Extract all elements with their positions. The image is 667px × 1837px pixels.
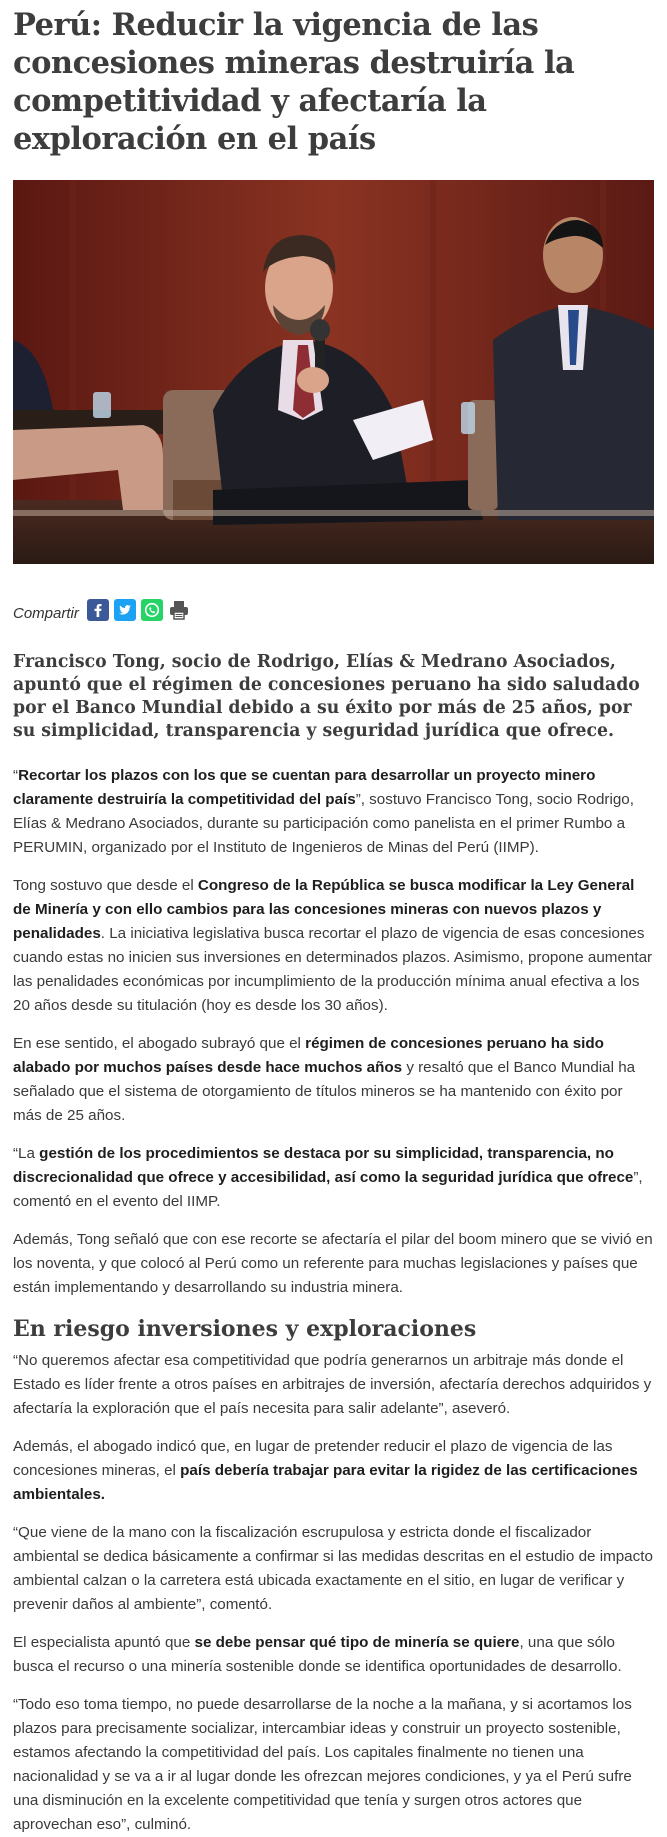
- print-icon[interactable]: [168, 599, 190, 621]
- paragraph-1: “Recortar los plazos con los que se cuentan para desarrollar un proyecto minero claramente destruiría la competitividad del país”, sostuvo Francisco Tong, socio Rodrigo, Elías & Medrano Asociados, durante su participación como panelista en el primer Rumbo a PERUMIN, organizado por el Instituto de Ingenieros de Minas del Perú (IIMP).: [13, 767, 634, 856]
- twitter-icon[interactable]: [114, 599, 136, 621]
- paragraph-8: “Que viene de la mano con la fiscalización escrupulosa y estricta donde el fiscalizador ambiental se dedica básicamente a confirmar si las medidas descritas en el estudio de impacto ambiental calzan o la carretera está ubicada exactamente en el sitio, en lugar de verificar y prevenir daños al ambiente”, comentó.: [13, 1524, 653, 1613]
- facebook-icon[interactable]: [87, 599, 109, 621]
- article-container: [0, 6, 667, 1837]
- paragraph-7: Además, el abogado indicó que, en lugar de pretender reducir el plazo de vigencia de las concesiones mineras, el país debería trabajar para evitar la rigidez de las certificaciones ambientales.: [13, 1438, 638, 1503]
- share-bar: [13, 597, 654, 623]
- article-title: Perú: Reducir la vigencia de las concesiones mineras destruiría la competitividad y afectaría la exploración en el país: [13, 7, 575, 157]
- hero-photo-illustration: [13, 180, 654, 564]
- paragraph-10: “Todo eso toma tiempo, no puede desarrollarse de la noche a la mañana, y si acortamos los plazos para precisamente socializar, intercambiar ideas y construir un proyecto sostenible, estamos afectando la competitividad del país. Los capitales finalmente no tienen una nacionalidad y se va a ir al lugar donde les ofrezcan mejores condiciones, y ya el Perú sufre una disminución en la excelente competitividad que tenía y surgen otros actores que aprovechan eso”, culminó.: [13, 1696, 632, 1833]
- paragraph-6: “No queremos afectar esa competitividad que podría generarnos un arbitraje más donde el Estado es líder frente a otros países en arbitrajes de inversión, afectaría derechos adquiridos y afectaría la exploración que el país necesita para salir adelante”, aseveró.: [13, 1352, 652, 1417]
- share-label: Compartir: [13, 604, 79, 622]
- paragraph-9: El especialista apuntó que se debe pensar qué tipo de minería se quiere, una que sólo busca el recurso o una minería sostenible donde se identifica oportunidades de desarrollo.: [13, 1634, 622, 1675]
- paragraph-5: Además, Tong señaló que con ese recorte se afectaría el pilar del boom minero que se vivió en los noventa, y que colocó al Perú como un referente para muchas legislaciones y países que están implementando y desarrollando su industria minera.: [13, 1231, 653, 1296]
- paragraph-2: Tong sostuvo que desde el Congreso de la República se busca modificar la Ley General de Minería y con ello cambios para las concesiones mineras con nuevos plazos y penalidades. La iniciativa legislativa busca recortar el plazo de vigencia de esas concesiones cuando estas no inicien sus inversiones en determinados plazos. Asimismo, propone aumentar las penalidades económicas por incumplimiento de la producción mínima anual efectiva a los 20 años desde su titulación (hoy es desde los 30 años).: [13, 877, 653, 1014]
- paragraph-3: En ese sentido, el abogado subrayó que el régimen de concesiones peruano ha sido alabado por muchos países desde hace muchos años y resaltó que el Banco Mundial ha señalado que el sistema de otorgamiento de títulos mineros se ha mantenido con éxito por más de 25 años.: [13, 1035, 636, 1124]
- section-heading: En riesgo inversiones y exploraciones: [13, 1316, 477, 1342]
- article-page: [0, 6, 667, 1833]
- article-lead: Francisco Tong, socio de Rodrigo, Elías & Medrano Asociados, apuntó que el régimen de concesiones peruano ha sido saludado por el Banco Mundial debido a su éxito por más de 25 años, por su simplicidad, transparencia y seguridad jurídica que ofrece.: [13, 652, 640, 741]
- whatsapp-icon[interactable]: [141, 599, 163, 621]
- hero-image: [13, 180, 654, 564]
- paragraph-4: “La gestión de los procedimientos se destaca por su simplicidad, transparencia, no discrecionalidad que ofrece y accesibilidad, así como la seguridad jurídica que ofrece”, comentó en el evento del IIMP.: [13, 1145, 643, 1210]
